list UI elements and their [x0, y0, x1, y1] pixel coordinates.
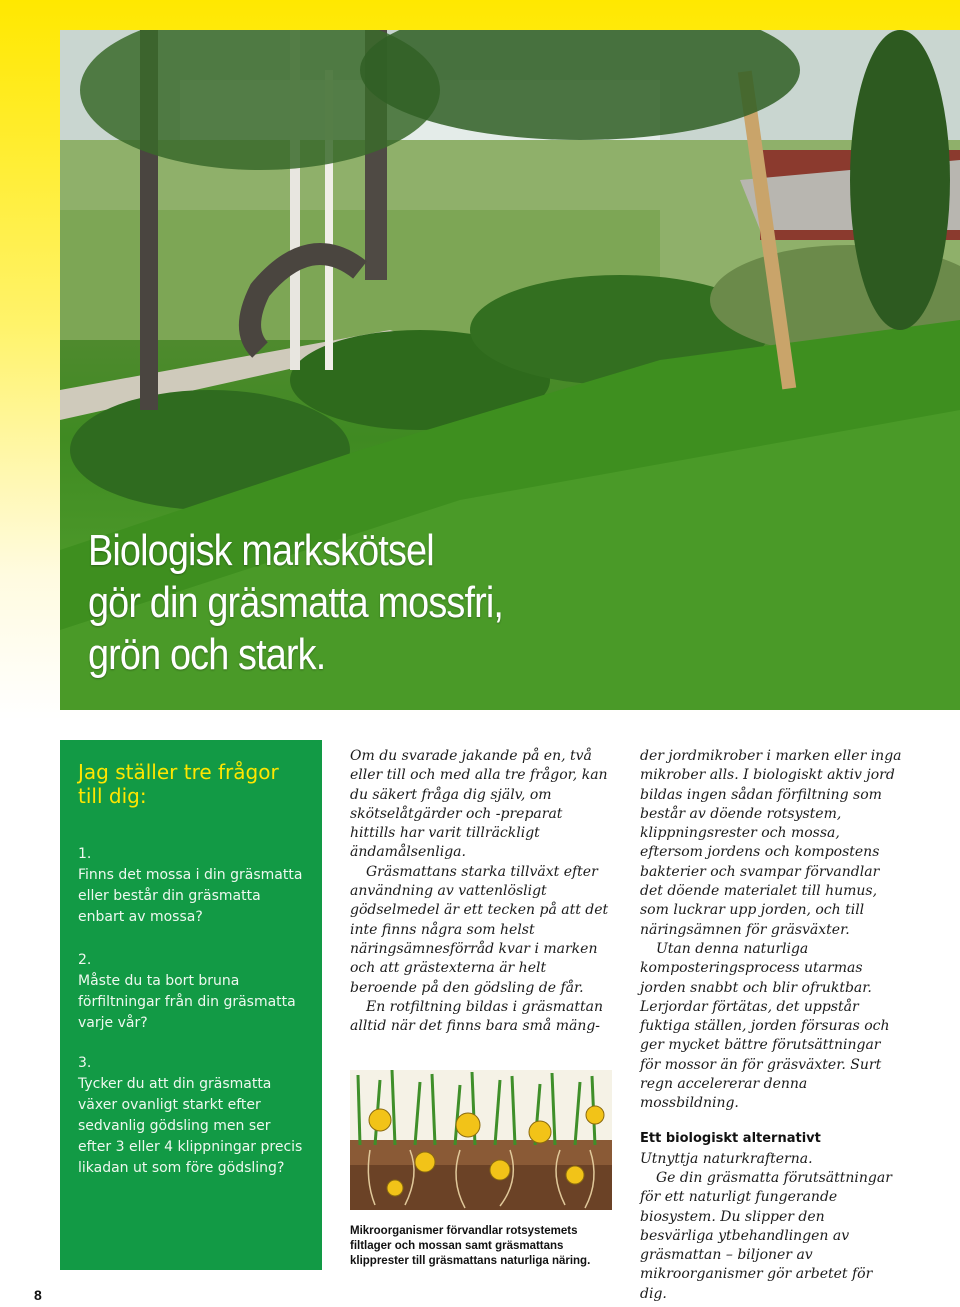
body-column-middle: [350, 747, 612, 1036]
body-paragraph: Ge din gräsmatta förutsättningar för ett naturligt fungerande biosystem. Du slipper den besvärliga ytbehandlingen av gräsmattan – biljoner av mikroorganismer gör arbetet för dig.: [640, 1169, 892, 1302]
page-headline: [88, 525, 503, 681]
body-column-right: [640, 747, 902, 1304]
body-paragraph: der jordmikrober i marken eller inga mikrober alls. I biologiskt aktiv jord bildas ingen sådan förfiltning som består av döende rotsystem, klippningsrester och mossa, eftersom jordens och kompostens bakterier och svampar förvandlar det döende materialet till humus, som luckrar upp jorden, och till näringsämnen för gräsväxter.: [640, 748, 902, 938]
questions-sidebar: [60, 740, 322, 1270]
body-paragraph: Utan denna naturliga komposteringsprocess utarmas jorden snabbt och blir ofruktbar. Lerjordar förtätas, det uppstår fuktiga ställen, jorden försuras och ger mycket bättre förutsättningar för mossor än för gräsväxter. Surt regn accelererar denna mossbildning.: [640, 940, 890, 1112]
question-number: 3.: [78, 1055, 92, 1071]
headline-line-3: grön och stark.: [88, 630, 326, 679]
page-number: 8: [34, 1287, 42, 1303]
question-item-3: [78, 1053, 308, 1179]
headline-line-1: Biologisk markskötsel: [88, 526, 434, 575]
body-paragraph: En rotfiltning bildas i gräsmattan alltid när det finns bara små mäng-: [350, 998, 604, 1035]
question-text: Tycker du att din gräsmatta växer ovanligt starkt efter sedvanlig gödsling men ser efter 3 eller 4 klippningar precis likadan ut som före gödsling?: [78, 1076, 303, 1176]
garden-lawn-photo: [60, 30, 960, 710]
question-number: 1.: [78, 846, 92, 862]
question-item-1: [78, 844, 308, 928]
body-paragraph: Gräsmattans starka tillväxt efter användning av vattenlösligt gödselmedel är ett tecken på att det inte finns några som helst näringsämnesförråd kvar i marken och att grästexterna är helt beroende på den gödsling de får.: [350, 863, 609, 996]
illustration-caption: Mikroorganismer förvandlar rotsystemets filtlager och mossan samt gräsmattans klipprester till gräsmattans naturliga näring.: [350, 1225, 591, 1267]
section-subheading: Ett biologiskt alternativt: [640, 1130, 821, 1146]
root-microorganism-illustration: [350, 1070, 612, 1210]
body-paragraph: Om du svarade jakande på en, två eller till och med alla tre frågor, kan du säkert fråga dig själv, om skötselåtgärder och -preparat hittills har varit tillräckligt ändamålsenliga.: [350, 748, 608, 861]
question-text: Finns det mossa i din gräsmatta eller består din gräsmatta enbart av mossa?: [78, 867, 303, 925]
lead-sentence: Utnyttja naturkrafterna.: [640, 1150, 813, 1167]
question-item-2: [78, 950, 308, 1034]
question-text: Måste du ta bort bruna förfiltningar från din gräsmatta varje vår?: [78, 973, 296, 1031]
sidebar-title: Jag ställer tre frågor till dig:: [78, 760, 279, 808]
soil-cross-section-drawing: [350, 1070, 612, 1210]
question-number: 2.: [78, 952, 92, 968]
headline-line-2: gör din gräsmatta mossfri,: [88, 578, 504, 627]
